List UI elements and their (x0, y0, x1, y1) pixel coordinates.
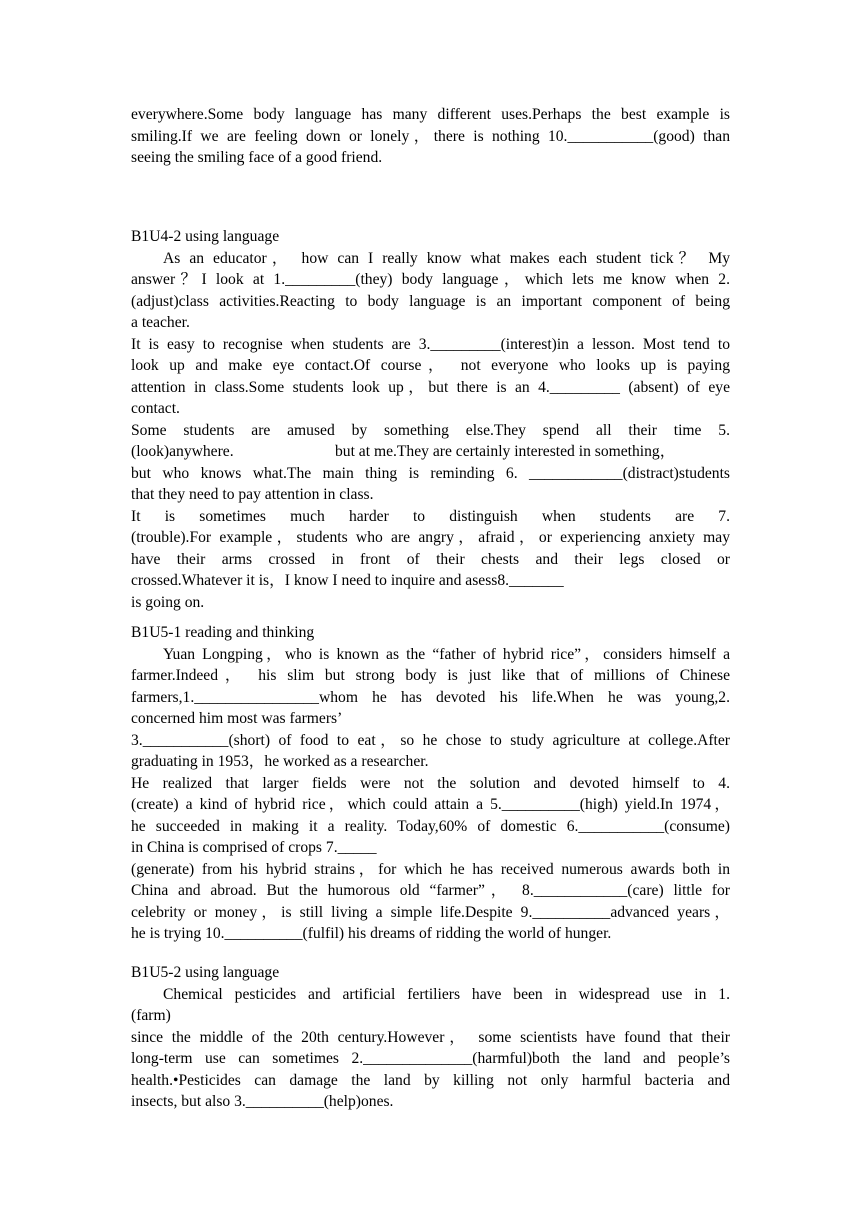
text-line: is going on. (131, 593, 205, 611)
text-line: attention in class.Some students look up，but there is an 4._________ (absent) of eye (131, 378, 730, 396)
text-line: a teacher. (131, 314, 190, 331)
text-line: celebrity or money，is still living a simple life.Despite 9.__________advanced years， (131, 903, 730, 921)
text-line: but who knows what.The main thing is reminding 6. ____________(distract)students (131, 464, 730, 482)
section-b1u4-2 (131, 226, 730, 613)
text-line: in China is comprised of crops 7._____ (131, 839, 377, 856)
text-line: that they need to pay attention in class. (131, 486, 374, 503)
text-line: As an educator， how can I really know what makes each student tick？ My (163, 249, 730, 267)
section-title: B1U5-2 using language (131, 964, 280, 981)
text-line: have their arms crossed in front of their chests and their legs closed or (131, 550, 730, 568)
text-line: (generate) from his hybrid strains，for which he has received numerous awards both in (131, 860, 730, 878)
text-line: insects, but also 3.__________(help)ones. (131, 1093, 394, 1110)
text-line: (farm) (131, 1007, 171, 1024)
text-line: Some students are amused by something else.They spend all their time 5. (131, 421, 730, 439)
text-line: It is sometimes much harder to distinguish when students are 7. (131, 507, 730, 525)
text-line: concerned him most was farmers’ (131, 710, 343, 727)
text-line: long-term use can sometimes 2.______________(harmful)both the land and people’s (131, 1050, 730, 1067)
text-line: 3.___________(short) of food to eat，so he chose to study agriculture at college.After (131, 731, 730, 749)
section-b1u5-2 (131, 962, 730, 1113)
text-line: crossed.Whatever it is，I know I need to inquire and asess8._______ (131, 572, 564, 589)
section-title: B1U5-1 reading and thinking (131, 624, 315, 641)
text-line: contact. (131, 400, 180, 417)
text-line: Chemical pesticides and artificial fertiliers have been in widespread use in 1. (163, 985, 730, 1003)
text-line: graduating in 1953，he worked as a researcher. (131, 753, 429, 770)
section-b1u5-1 (131, 622, 730, 945)
text-line: answer？I look at 1._________(they) body language，which lets me know when 2. (131, 271, 730, 288)
section-title: B1U4-2 using language (131, 228, 280, 245)
section-continuation (131, 104, 730, 169)
text-line: Yuan Longping，who is known as the “father of hybrid rice”，considers himself a (163, 645, 730, 663)
text-line: It is easy to recognise when students are 3._________(interest)in a lesson. Most tend to (131, 335, 730, 353)
text-line: look up and make eye contact.Of course， not everyone who looks up is paying (131, 357, 730, 374)
text-line: farmer.Indeed， his slim but strong body is just like that of millions of Chinese (131, 667, 730, 684)
text-line: smiling.If we are feeling down or lonely，there is nothing 10.___________(good) than (131, 127, 730, 145)
text-line: (create) a kind of hybrid rice，which could attain a 5.__________(high) yield.In 1974， (131, 796, 730, 813)
text-line: since the middle of the 20th century.However， some scientists have found that their (131, 1028, 730, 1046)
text-line: He realized that larger fields were not the solution and devoted himself to 4. (131, 774, 730, 792)
text-line: health.•Pesticides can damage the land by killing not only harmful bacteria and (131, 1071, 730, 1089)
text-line: (adjust)class activities.Reacting to body language is an important component of being (131, 292, 730, 310)
text-line: he is trying 10.__________(fulfil) his dreams of ridding the world of hunger. (131, 925, 612, 942)
text-line: China and abroad. But the humorous old “farmer”， 8.____________(care) little for (131, 882, 730, 899)
text-line: farmers,1.________________whom he has devoted his life.When he was young,2. (131, 688, 730, 706)
text-line: he succeeded in making it a reality. Today,60% of domestic 6.___________(consume) (131, 817, 730, 835)
text-line: seeing the smiling face of a good friend. (131, 149, 383, 166)
text-line: everywhere.Some body language has many different uses.Perhaps the best example is (131, 106, 730, 123)
text-line: (look)anywhere. but at me.They are certainly interested in something， (131, 443, 676, 460)
text-line: (trouble).For example，students who are angry，afraid，or experiencing anxiety may (131, 529, 730, 546)
